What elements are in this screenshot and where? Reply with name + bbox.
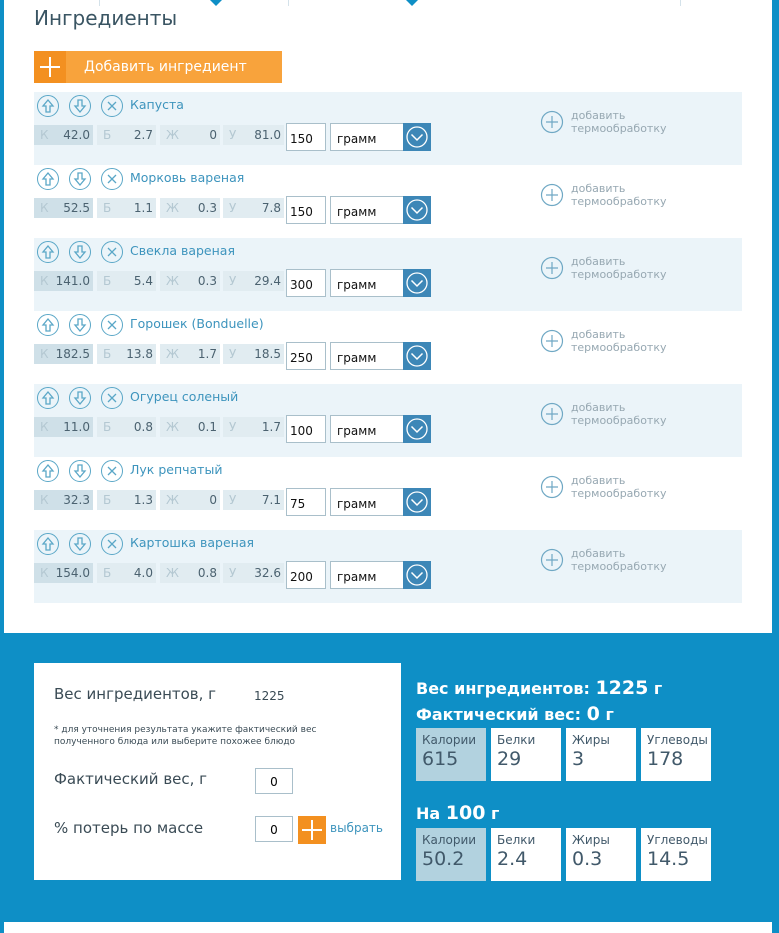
card-label: Жиры	[572, 733, 610, 747]
nutrient-value: 182.5	[55, 347, 90, 361]
nutrient-value: 1.3	[133, 493, 153, 507]
add-treatment-line: добавить	[571, 328, 626, 341]
ingredient-name[interactable]: Морковь вареная	[130, 170, 245, 185]
quantity-input[interactable]: 250	[286, 342, 326, 370]
unit-select[interactable]: грамм	[330, 561, 431, 589]
add-treatment-line: термообработку	[571, 341, 667, 354]
nutrient-key: Б	[103, 420, 112, 434]
remove-icon[interactable]	[101, 460, 123, 482]
nutrient-key: К	[40, 274, 49, 288]
nutrient-key: К	[40, 347, 49, 361]
bottom-panel	[4, 922, 772, 933]
nutrient-value: 0.1	[197, 420, 217, 434]
nutrient-value: 42.0	[63, 128, 90, 142]
add-treatment-line: добавить	[571, 182, 626, 195]
nutrient-value: 5.4	[133, 274, 153, 288]
ingredient-row	[34, 92, 742, 165]
actual-weight-summary	[416, 703, 614, 725]
unit-select[interactable]: грамм	[330, 196, 431, 224]
ingredients-weight-label: Вес ингредиентов, г	[54, 685, 217, 703]
unit-select[interactable]: грамм	[330, 123, 431, 151]
nutrient-b	[97, 271, 156, 291]
add-treatment-line: добавить	[571, 401, 626, 414]
tab-indicator	[210, 0, 222, 6]
nutrition-card	[641, 728, 711, 781]
card-label: Белки	[497, 733, 536, 747]
add-treatment-link[interactable]	[571, 474, 667, 500]
nutrient-key: У	[229, 347, 237, 361]
nutrient-key: Ж	[166, 493, 179, 507]
card-label: Калории	[422, 733, 477, 747]
unit-select[interactable]: грамм	[330, 488, 431, 516]
remove-icon[interactable]	[101, 241, 123, 263]
nutrition-card	[416, 828, 486, 881]
ingredient-row	[34, 384, 742, 457]
nutrition-card	[416, 728, 486, 781]
ingredient-name[interactable]: Свекла вареная	[130, 243, 235, 258]
chevron-down-icon[interactable]	[403, 342, 431, 370]
nutrient-u	[223, 563, 284, 583]
ingredient-row	[34, 165, 742, 238]
nutrient-value: 0	[209, 128, 217, 142]
nutrient-key: Ж	[166, 420, 179, 434]
add-treatment-line: термообработку	[571, 268, 667, 281]
summary-value: 1225	[595, 677, 649, 699]
page-title: Ингредиенты	[34, 6, 178, 30]
move-up-icon[interactable]	[37, 460, 59, 482]
remove-icon[interactable]	[101, 387, 123, 409]
add-ingredient-label: Добавить ингредиент	[84, 59, 247, 75]
add-treatment-line: добавить	[571, 474, 626, 487]
chevron-down-icon[interactable]	[403, 415, 431, 443]
nutrient-b	[97, 563, 156, 583]
nutrient-value: 4.0	[133, 566, 153, 580]
ingredient-row	[34, 457, 742, 530]
loss-input[interactable]: 0	[255, 816, 293, 842]
move-up-icon[interactable]	[37, 533, 59, 555]
ingredient-row	[34, 311, 742, 384]
unit-select[interactable]: грамм	[330, 342, 431, 370]
ingredients-weight-summary	[416, 677, 662, 699]
nutrient-zh	[160, 271, 220, 291]
quantity-input[interactable]: 300	[286, 269, 326, 297]
weight-note-line: полученного блюда или выберите похожее блюдо	[54, 737, 296, 747]
add-treatment-line: термообработку	[571, 560, 667, 573]
nutrient-key: У	[229, 493, 237, 507]
loss-label: % потерь по массе	[54, 819, 204, 837]
nutrient-value: 32.3	[63, 493, 90, 507]
ingredient-name[interactable]: Картошка вареная	[130, 535, 255, 550]
chevron-down-icon[interactable]	[403, 196, 431, 224]
chevron-down-icon[interactable]	[403, 269, 431, 297]
nutrient-value: 141.0	[55, 274, 90, 288]
nutrient-zh	[160, 344, 220, 364]
nutrient-key: Б	[103, 347, 112, 361]
nutrient-k	[34, 125, 93, 145]
ingredients-panel	[4, 0, 772, 633]
weight-note-line: * для уточнения результата укажите фактический вес	[54, 725, 317, 735]
nutrient-zh	[160, 198, 220, 218]
nutrient-key: Ж	[166, 128, 179, 142]
nutrient-value: 52.5	[63, 201, 90, 215]
card-label: Жиры	[572, 833, 610, 847]
nutrient-key: К	[40, 420, 49, 434]
move-up-icon[interactable]	[37, 168, 59, 190]
add-treatment-link[interactable]	[571, 255, 667, 281]
chevron-down-icon[interactable]	[403, 123, 431, 151]
move-down-icon[interactable]	[69, 314, 91, 336]
move-up-icon[interactable]	[37, 314, 59, 336]
nutrient-b	[97, 344, 156, 364]
nutrient-u	[223, 344, 284, 364]
quantity-input[interactable]: 200	[286, 561, 326, 589]
quantity-input[interactable]: 75	[286, 488, 326, 516]
chevron-down-icon[interactable]	[403, 561, 431, 589]
nutrient-u	[223, 490, 284, 510]
move-up-icon[interactable]	[37, 241, 59, 263]
nutrient-key: Б	[103, 128, 112, 142]
move-down-icon[interactable]	[69, 241, 91, 263]
nutrient-value: 18.5	[254, 347, 281, 361]
unit-select[interactable]: грамм	[330, 415, 431, 443]
card-value: 178	[647, 748, 684, 770]
nutrition-card	[566, 828, 636, 881]
nutrient-key: У	[229, 274, 237, 288]
add-treatment-line: добавить	[571, 255, 626, 268]
plus-icon	[34, 51, 66, 83]
nutrient-k	[34, 417, 93, 437]
tab-indicator	[406, 0, 418, 6]
move-up-icon[interactable]	[37, 387, 59, 409]
move-up-icon[interactable]	[37, 95, 59, 117]
add-treatment-line: термообработку	[571, 122, 667, 135]
add-treatment-link[interactable]	[571, 182, 667, 208]
nutrient-value: 0	[209, 493, 217, 507]
nutrient-key: Б	[103, 274, 112, 288]
chevron-down-icon[interactable]	[403, 488, 431, 516]
ingredient-name[interactable]: Огурец соленый	[130, 389, 239, 404]
nutrient-value: 2.7	[133, 128, 153, 142]
nutrient-key: К	[40, 493, 49, 507]
ingredient-name[interactable]: Горошек (Bonduelle)	[130, 316, 264, 331]
nutrient-u	[223, 417, 284, 437]
nutrient-value: 1.7	[197, 347, 217, 361]
nutrient-value: 1.1	[133, 201, 153, 215]
ingredient-row	[34, 238, 742, 311]
nutrient-value: 1.7	[261, 420, 281, 434]
nutrient-key: К	[40, 566, 49, 580]
unit-select[interactable]: грамм	[330, 269, 431, 297]
move-down-icon[interactable]	[69, 168, 91, 190]
nutrient-zh	[160, 417, 220, 437]
add-treatment-link[interactable]	[571, 547, 667, 573]
nutrient-value: 0.3	[197, 274, 217, 288]
add-treatment-link[interactable]	[571, 109, 667, 135]
nutrient-zh	[160, 490, 220, 510]
ingredient-name[interactable]: Капуста	[130, 97, 184, 112]
card-label: Калории	[422, 833, 477, 847]
add-ingredient-button[interactable]	[34, 51, 282, 83]
nutrient-key: У	[229, 201, 237, 215]
card-label: Белки	[497, 833, 536, 847]
nutrient-u	[223, 125, 284, 145]
summary-label: Вес ингредиентов:	[416, 679, 590, 698]
nutrient-key: У	[229, 128, 237, 142]
summary-value: 0	[586, 703, 600, 725]
nutrient-b	[97, 417, 156, 437]
remove-icon[interactable]	[101, 95, 123, 117]
add-treatment-link[interactable]	[571, 328, 667, 354]
card-value: 29	[497, 748, 522, 770]
remove-icon[interactable]	[101, 314, 123, 336]
nutrient-b	[97, 125, 156, 145]
tab-divider	[680, 0, 681, 6]
nutrient-key: У	[229, 566, 237, 580]
nutrient-value: 13.8	[126, 347, 153, 361]
nutrient-value: 7.8	[261, 201, 281, 215]
nutrient-value: 32.6	[254, 566, 281, 580]
add-treatment-icon[interactable]	[540, 183, 564, 207]
quantity-input[interactable]: 150	[286, 196, 326, 224]
summary-unit: г	[653, 679, 663, 698]
per100-unit: г	[491, 804, 500, 823]
nutrient-value: 7.1	[261, 493, 281, 507]
nutrient-key: Ж	[166, 347, 179, 361]
add-treatment-icon[interactable]	[540, 256, 564, 280]
ingredient-row	[34, 530, 742, 603]
card-value: 2.4	[497, 848, 528, 870]
card-value: 3	[572, 748, 585, 770]
per-100-header	[416, 802, 499, 824]
actual-weight-label: Фактический вес, г	[54, 770, 208, 788]
ingredients-weight-value: 1225	[254, 689, 285, 703]
nutrient-b	[97, 198, 156, 218]
card-value: 615	[422, 748, 459, 770]
nutrient-zh	[160, 125, 220, 145]
nutrient-value: 81.0	[254, 128, 281, 142]
nutrient-value: 29.4	[254, 274, 281, 288]
per100-value: 100	[445, 802, 486, 824]
add-treatment-icon[interactable]	[540, 475, 564, 499]
add-treatment-line: термообработку	[571, 487, 667, 500]
quantity-input[interactable]: 100	[286, 415, 326, 443]
choose-dish-link[interactable]: выбрать	[330, 821, 383, 835]
move-down-icon[interactable]	[69, 95, 91, 117]
add-treatment-line: термообработку	[571, 195, 667, 208]
nutrient-k	[34, 563, 93, 583]
move-down-icon[interactable]	[69, 387, 91, 409]
card-value: 14.5	[647, 848, 690, 870]
add-treatment-icon[interactable]	[540, 110, 564, 134]
nutrient-k	[34, 344, 93, 364]
remove-icon[interactable]	[101, 533, 123, 555]
add-treatment-line: термообработку	[571, 414, 667, 427]
nutrient-b	[97, 490, 156, 510]
add-treatment-icon[interactable]	[540, 548, 564, 572]
move-down-icon[interactable]	[69, 533, 91, 555]
summary-unit: г	[605, 705, 614, 724]
weight-form	[34, 663, 401, 880]
quantity-input[interactable]: 150	[286, 123, 326, 151]
nutrient-value: 0.8	[133, 420, 153, 434]
move-down-icon[interactable]	[69, 460, 91, 482]
nutrition-card	[491, 828, 561, 881]
choose-dish-button[interactable]	[298, 816, 326, 844]
actual-weight-input[interactable]: 0	[255, 768, 293, 794]
tab-divider	[288, 0, 289, 6]
card-label: Углеводы	[647, 733, 708, 747]
remove-icon[interactable]	[101, 168, 123, 190]
nutrition-card	[491, 728, 561, 781]
card-value: 0.3	[572, 848, 603, 870]
add-treatment-line: добавить	[571, 109, 626, 122]
per100-prefix: На	[416, 804, 441, 823]
nutrient-key: Ж	[166, 566, 179, 580]
nutrient-k	[34, 271, 93, 291]
nutrient-value: 0.8	[197, 566, 217, 580]
nutrient-u	[223, 198, 284, 218]
nutrient-k	[34, 490, 93, 510]
nutrient-zh	[160, 563, 220, 583]
nutrition-card	[566, 728, 636, 781]
add-treatment-line: добавить	[571, 547, 626, 560]
nutrient-u	[223, 271, 284, 291]
nutrient-key: Б	[103, 493, 112, 507]
card-label: Углеводы	[647, 833, 708, 847]
nutrient-key: У	[229, 420, 237, 434]
summary-label: Фактический вес:	[416, 705, 582, 724]
nutrient-value: 154.0	[55, 566, 90, 580]
nutrient-key: Ж	[166, 274, 179, 288]
nutrient-k	[34, 198, 93, 218]
nutrient-key: К	[40, 201, 49, 215]
ingredient-name[interactable]: Лук репчатый	[130, 462, 223, 477]
nutrient-key: Б	[103, 566, 112, 580]
add-treatment-icon[interactable]	[540, 402, 564, 426]
nutrient-key: Б	[103, 201, 112, 215]
card-value: 50.2	[422, 848, 465, 870]
nutrient-value: 11.0	[63, 420, 90, 434]
nutrient-key: Ж	[166, 201, 179, 215]
add-treatment-link[interactable]	[571, 401, 667, 427]
nutrition-card	[641, 828, 711, 881]
nutrient-value: 0.3	[197, 201, 217, 215]
weight-note	[54, 724, 316, 748]
add-treatment-icon[interactable]	[540, 329, 564, 353]
nutrient-key: К	[40, 128, 49, 142]
